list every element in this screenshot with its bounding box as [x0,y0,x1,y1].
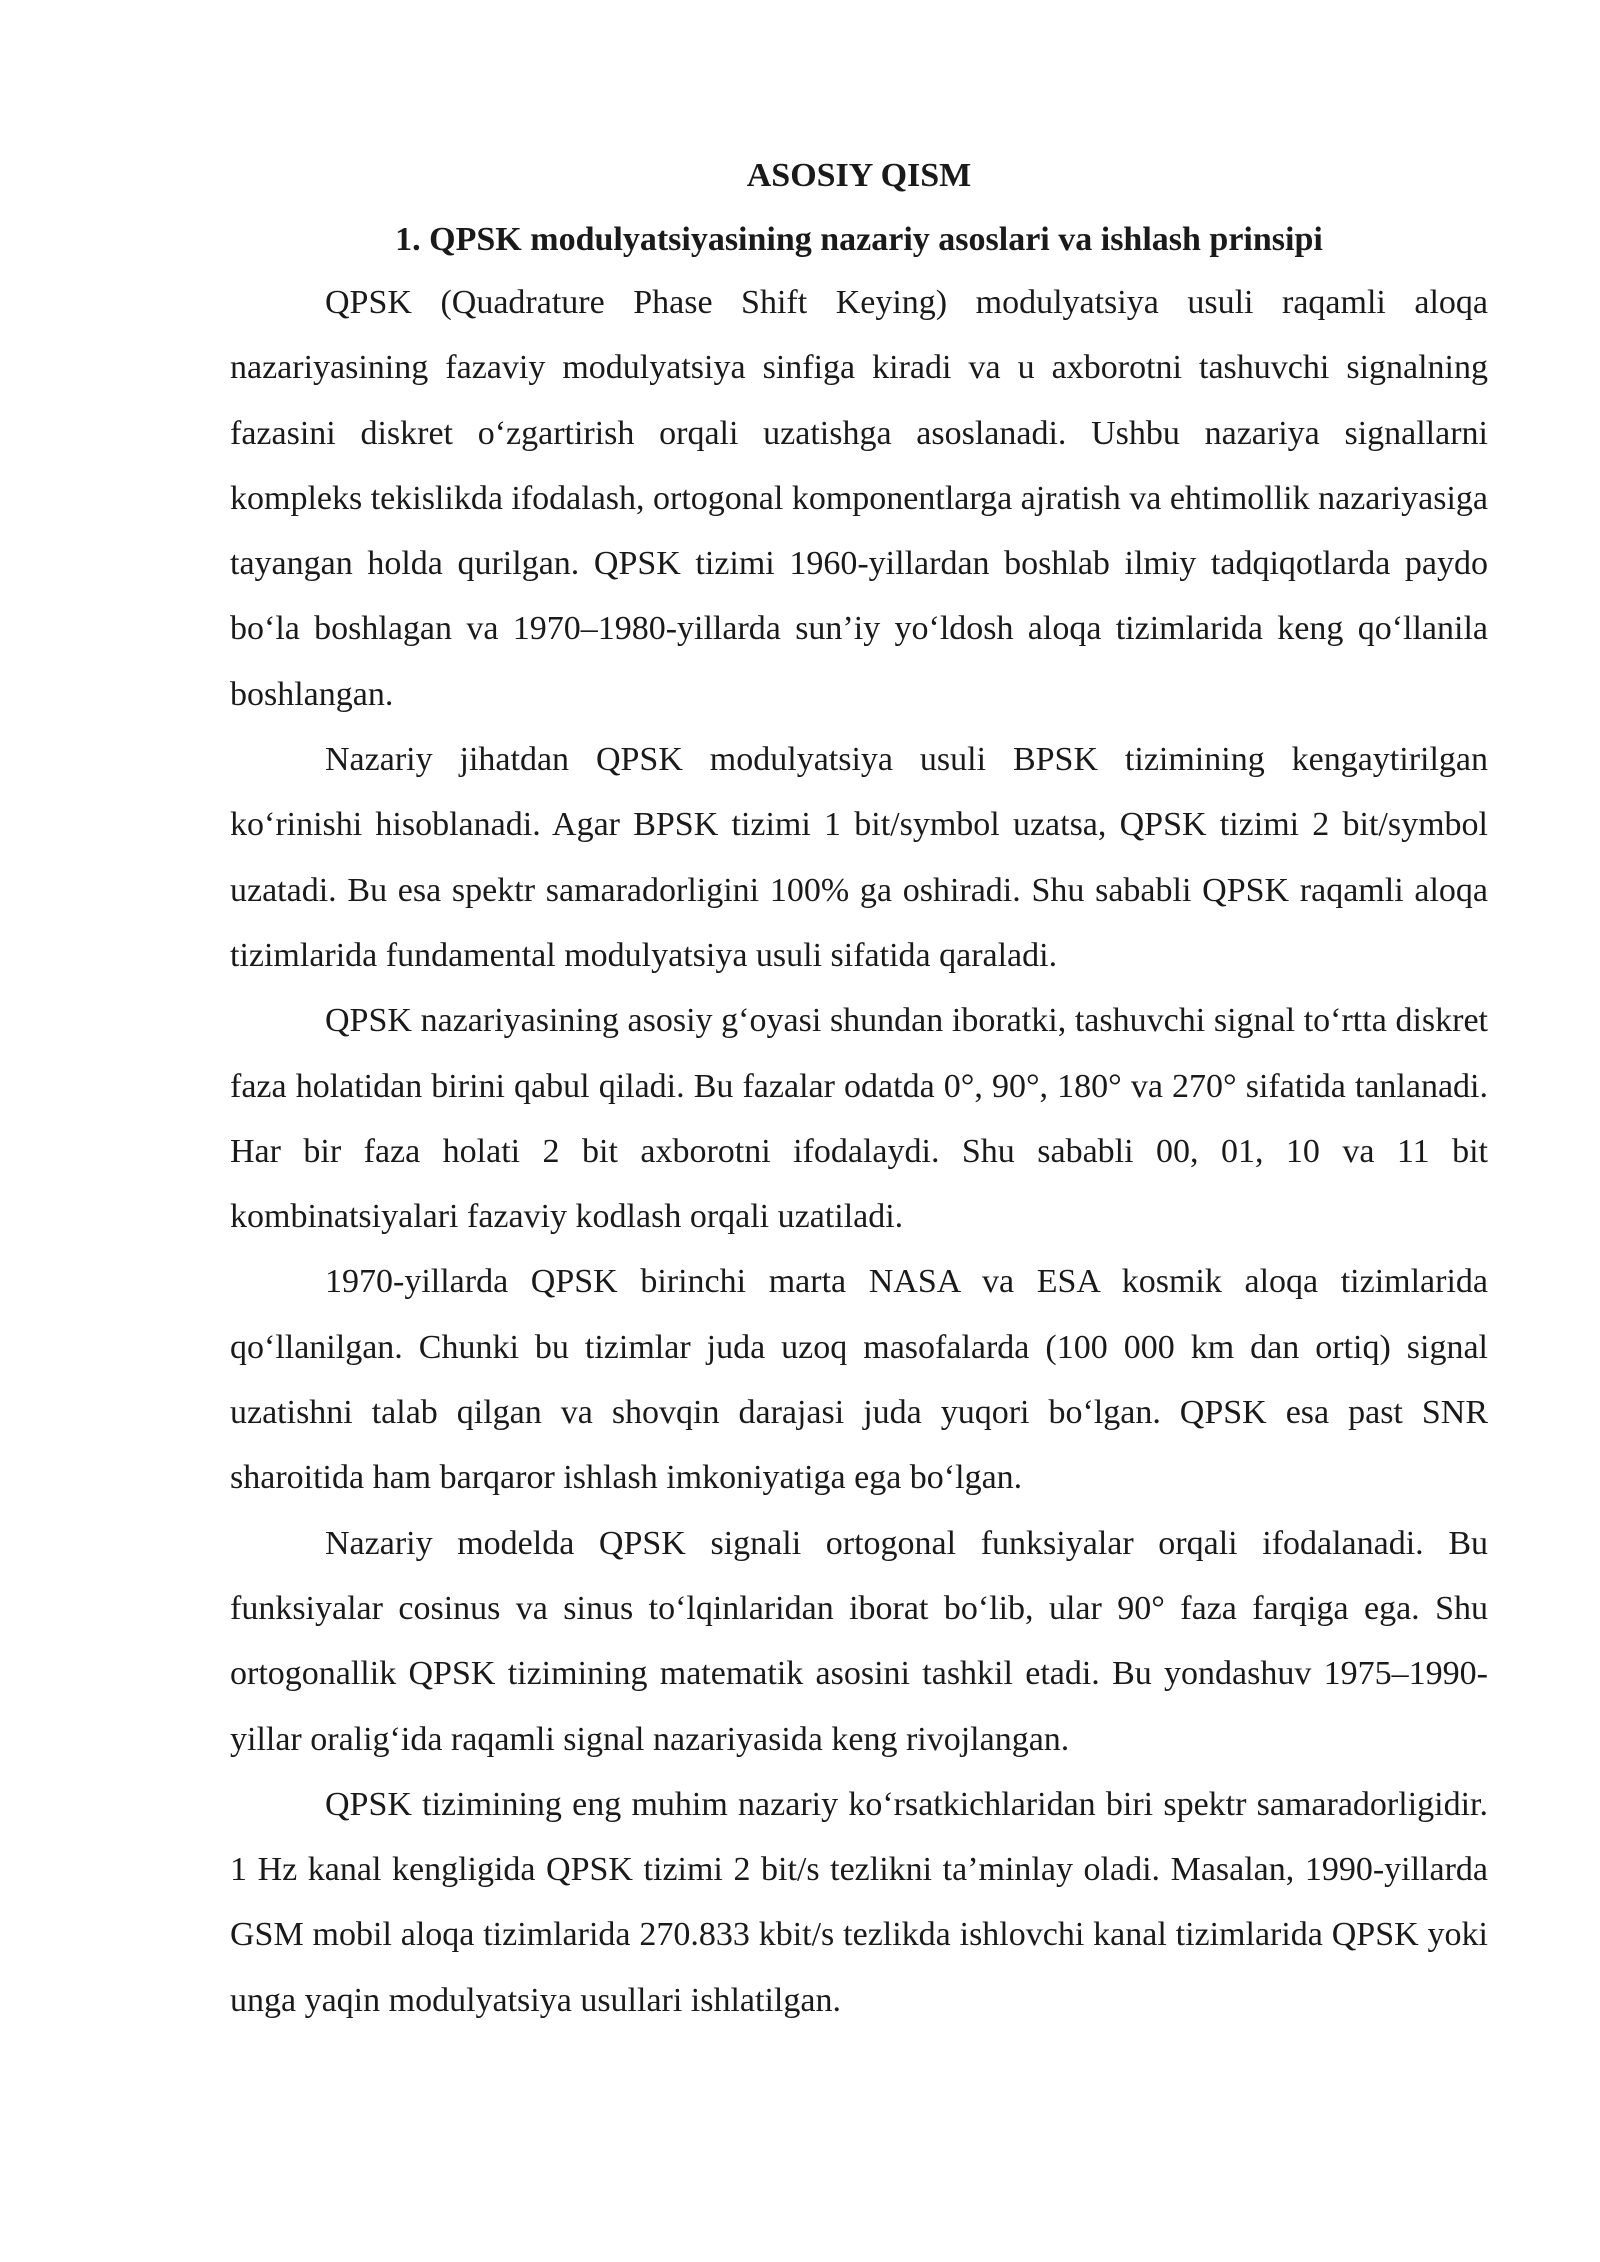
page-title: ASOSIY QISM [746,157,972,194]
section-title: 1. QPSK modulyatsiyasining nazariy asoslari va ishlash prinsipi [395,221,1323,258]
paragraph-2: Nazariy jihatdan QPSK modulyatsiya usuli BPSK tizimining kengaytirilgan ko‘rinishi hisoblanadi. Agar BPSK tizimi 1 bit/symbol uzatsa, QPSK tizimi 2 bit/symbol uzatadi. Bu esa spektr samaradorligini 100% ga oshiradi. Shu sababli QPSK raqamli aloqa tizimlarida fundamental modulyatsiya usuli sifatida qaraladi. [230,741,1488,974]
paragraph-4: 1970-yillarda QPSK birinchi marta NASA va ESA kosmik aloqa tizimlarida qo‘llanilgan. Chunki bu tizimlar juda uzoq masofalarda (100 000 km dan ortiq) signal uzatishni talab qilgan va shovqin darajasi juda yuqori bo‘lgan. QPSK esa past SNR sharoitida ham barqaror ishlash imkoniyatiga ega bo‘lgan. [230,1263,1488,1497]
page-content [230,148,1488,2033]
paragraph-5: Nazariy modelda QPSK signali ortogonal funksiyalar orqali ifodalanadi. Bu funksiyalar cosinus va sinus to‘lqinlaridan iborat bo‘lib, ular 90° faza farqiga ega. Shu ortogonallik QPSK tizimining matematik asosini tashkil etadi. Bu yondashuv 1975–1990-yillar oralig‘ida raqamli signal nazariyasida keng rivojlangan. [230,1524,1488,1758]
paragraph-1: QPSK (Quadrature Phase Shift Keying) modulyatsiya usuli raqamli aloqa nazariyasining fazaviy modulyatsiya sinfiga kiradi va u axborotni tashuvchi signalning fazasini diskret o‘zgartirish orqali uzatishga asoslanadi. Ushbu nazariya signallarni kompleks tekislikda ifodalash, ortogonal komponentlarga ajratish va ehtimollik nazariyasiga tayangan holda qurilgan. QPSK tizimi 1960-yillardan boshlab ilmiy tadqiqotlarda paydo bo‘la boshlagan va 1970–1980-yillarda sun’iy yo‘ldosh aloqa tizimlarida keng qo‘llanila boshlangan. [230,284,1488,713]
paragraph-3: QPSK nazariyasining asosiy g‘oyasi shundan iboratki, tashuvchi signal to‘rtta diskret faza holatidan birini qabul qiladi. Bu fazalar odatda 0°, 90°, 180° va 270° sifatida tanlanadi. Har bir faza holati 2 bit axborotni ifodalaydi. Shu sababli 00, 01, 10 va 11 bit kombinatsiyalari fazaviy kodlash orqali uzatiladi. [230,1002,1488,1236]
paragraph-6: QPSK tizimining eng muhim nazariy ko‘rsatkichlaridan biri spektr samaradorligidir. 1 Hz kanal kengligida QPSK tizimi 2 bit/s tezlikni ta’minlay oladi. Masalan, 1990-yillarda GSM mobil aloqa tizimlarida 270.833 kbit/s tezlikda ishlovchi kanal tizimlarida QPSK yoki unga yaqin modulyatsiya usullari ishlatilgan. [230,1785,1488,2019]
